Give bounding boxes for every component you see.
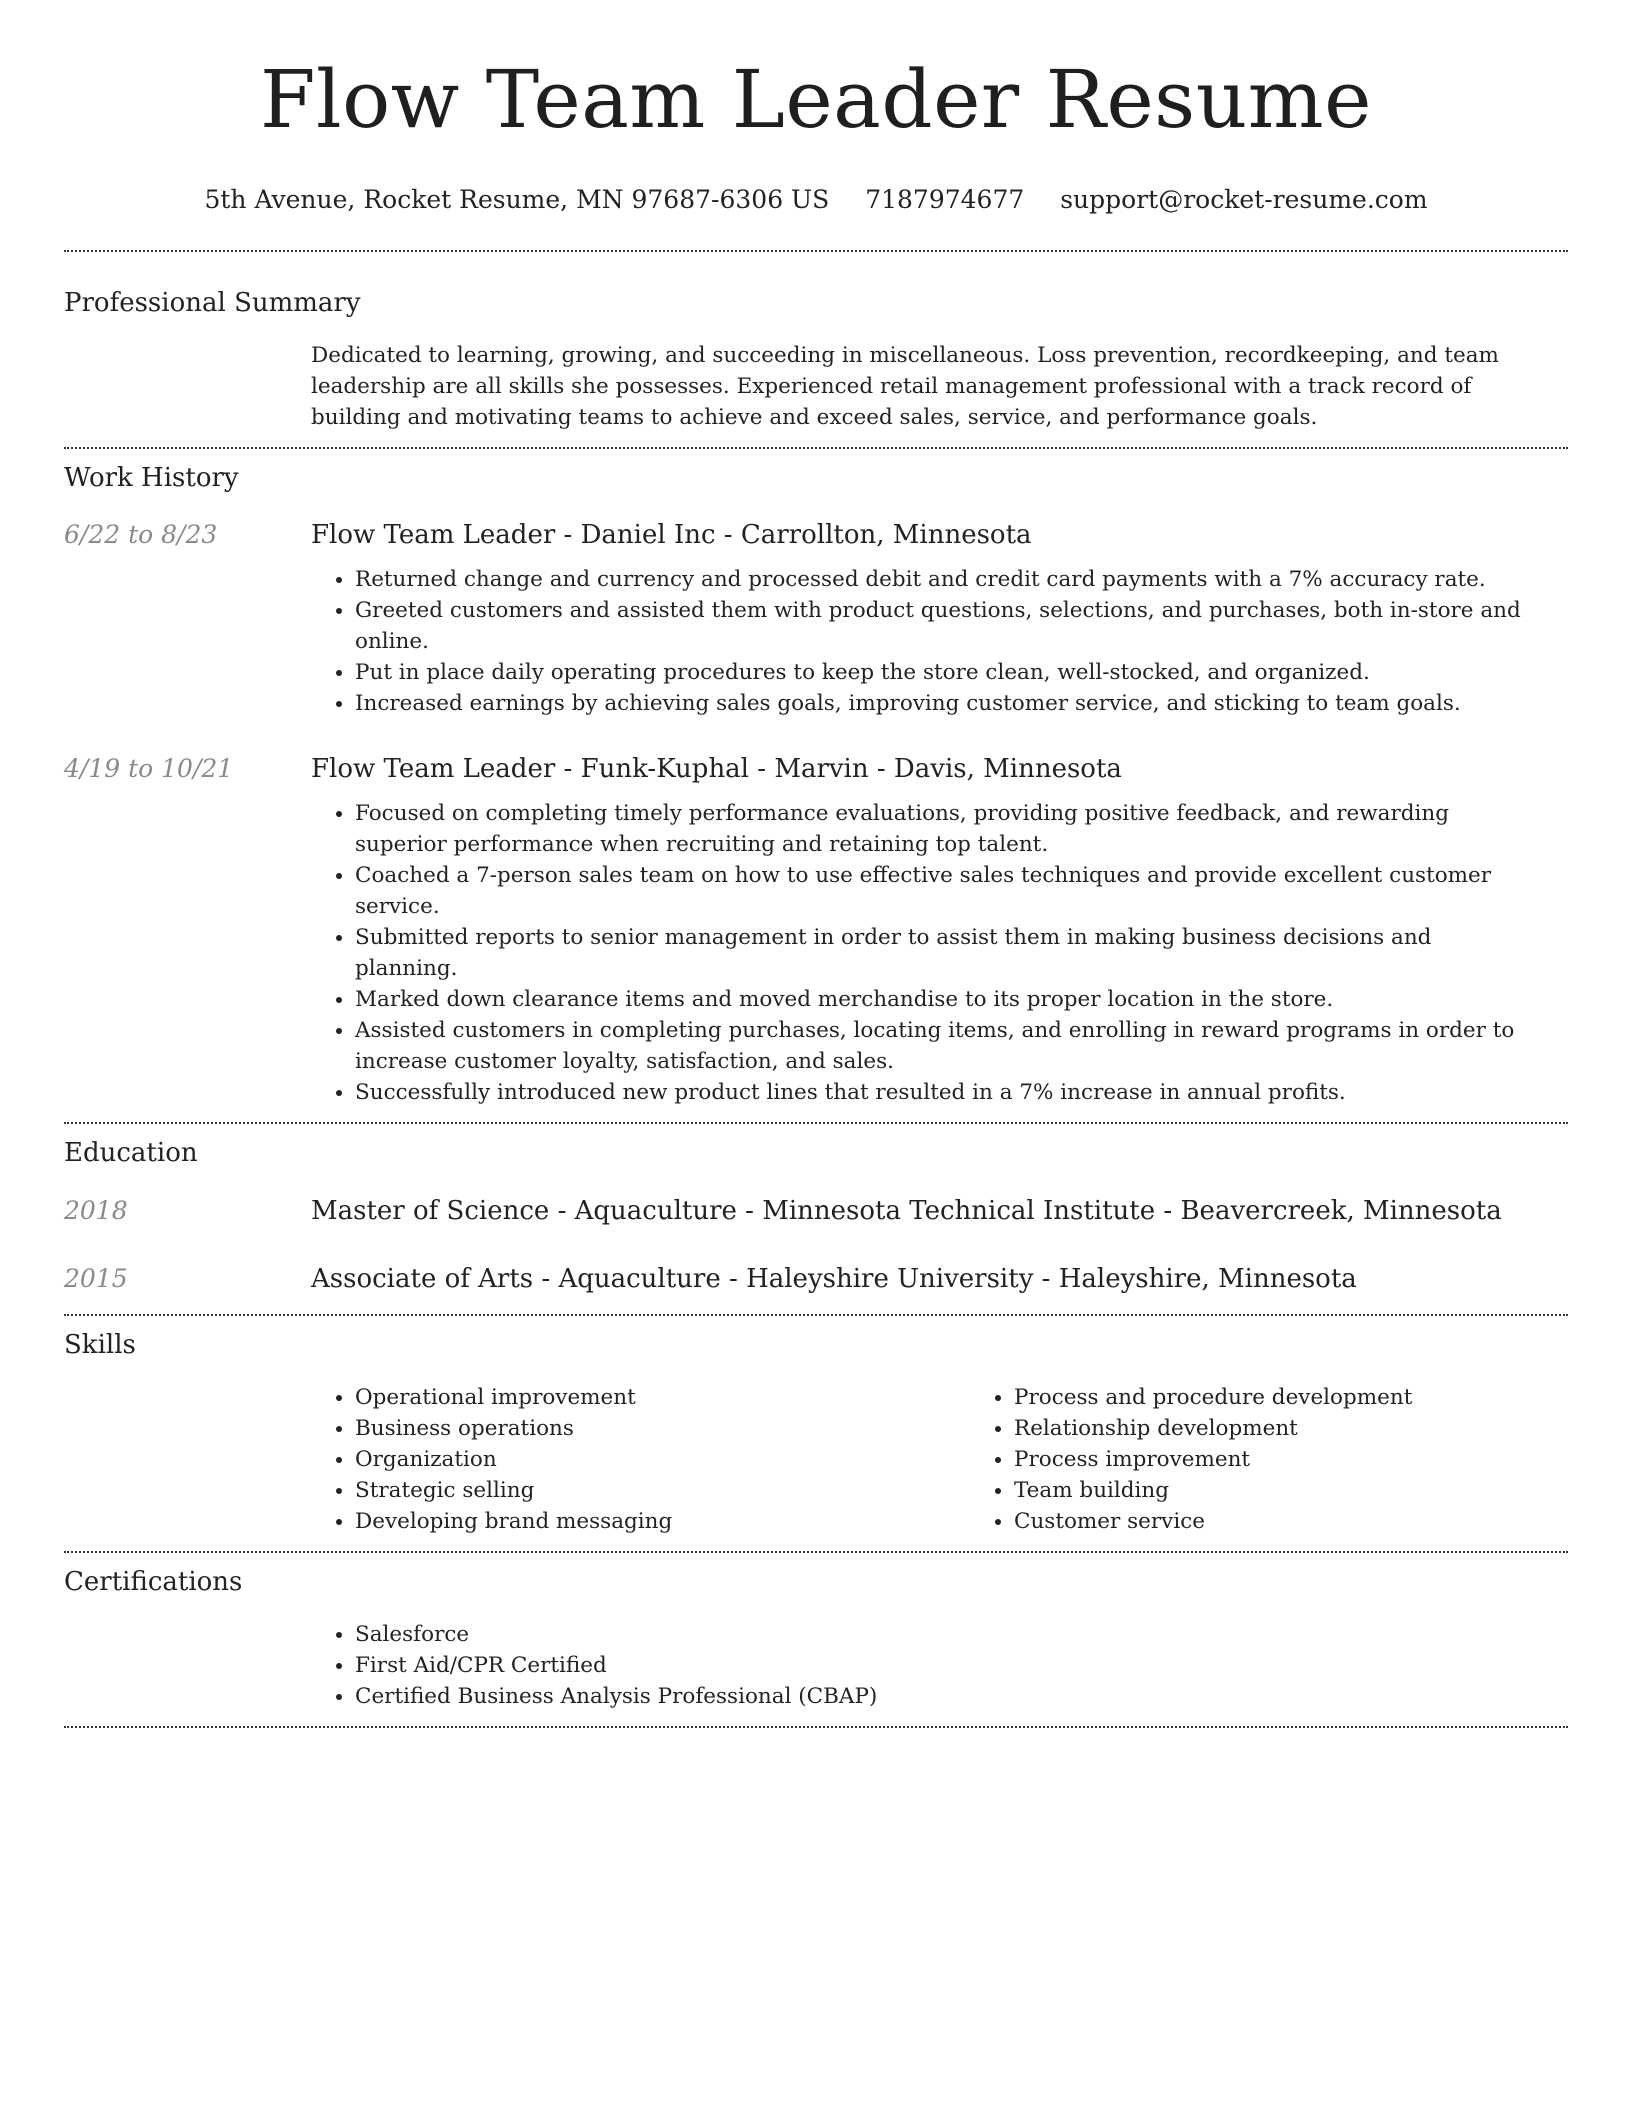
- summary-text: Dedicated to learning, growing, and succeeding in miscellaneous. Loss prevention, recordkeeping, and team leadership are all skills she possesses. Experienced retail management professional with a track record of building and motivating teams to achieve and exceed sales, service, and performance goals.: [311, 343, 1499, 430]
- list-item: • Developing brand messaging: [355, 1506, 970, 1537]
- certifications-list: [311, 1619, 1568, 1712]
- section-title-education: Education: [64, 1138, 198, 1168]
- summary-section: [64, 252, 1568, 433]
- education-section: [64, 1124, 1568, 1296]
- section-title-work: Work History: [64, 463, 239, 493]
- list-item: • Increased earnings by achieving sales goals, improving customer service, and sticking to team goals.: [355, 688, 1568, 719]
- divider: [64, 1726, 1568, 1728]
- certifications-section: [64, 1553, 1568, 1712]
- job-heading: Flow Team Leader - Daniel Inc - Carrollton, Minnesota: [311, 520, 1032, 550]
- education-year: 2015: [64, 1264, 128, 1293]
- education-entry: [64, 1262, 1568, 1296]
- job-heading: Flow Team Leader - Funk-Kuphal - Marvin - Davis, Minnesota: [311, 754, 1122, 784]
- list-item: • Operational improvement: [355, 1382, 970, 1413]
- job-dates: 6/22 to 8/23: [64, 520, 218, 549]
- resume-title: Flow Team Leader Resume: [260, 53, 1372, 146]
- job-entry: [64, 752, 1568, 1108]
- education-year: 2018: [64, 1196, 128, 1225]
- list-item: • Team building: [1014, 1475, 1629, 1506]
- work-history-section: [64, 449, 1568, 1108]
- list-item: • Marked down clearance items and moved merchandise to its proper location in the store.: [355, 984, 1515, 1015]
- list-item: • Organization: [355, 1444, 970, 1475]
- list-item: • Assisted customers in completing purchases, locating items, and enrolling in reward programs in order to increase customer loyalty, satisfaction, and sales.: [355, 1015, 1515, 1077]
- job-bullets: [311, 564, 1568, 719]
- list-item: • Relationship development: [1014, 1413, 1629, 1444]
- job-bullets: [311, 798, 1515, 1108]
- section-title-skills: Skills: [64, 1330, 136, 1360]
- list-item: • Customer service: [1014, 1506, 1629, 1537]
- list-item: • Strategic selling: [355, 1475, 970, 1506]
- list-item: • Certified Business Analysis Professional (CBAP): [355, 1681, 1568, 1712]
- section-title-summary: Professional Summary: [64, 288, 361, 318]
- list-item: • Process improvement: [1014, 1444, 1629, 1475]
- skills-section: [64, 1316, 1568, 1537]
- contact-line: [64, 184, 1568, 216]
- list-item: • Coached a 7-person sales team on how to use effective sales techniques and provide excellent customer service.: [355, 860, 1515, 922]
- list-item: • Returned change and currency and processed debit and credit card payments with a 7% accuracy rate.: [355, 564, 1568, 595]
- section-title-certifications: Certifications: [64, 1567, 243, 1597]
- list-item: • Focused on completing timely performance evaluations, providing positive feedback, and rewarding superior performance when recruiting and retaining top talent.: [355, 798, 1515, 860]
- list-item: • Business operations: [355, 1413, 970, 1444]
- skills-list-left: [311, 1382, 970, 1537]
- degree-text: Master of Science - Aquaculture: [311, 1196, 737, 1226]
- email-text: support@rocket-resume.com: [1060, 185, 1428, 214]
- job-entry: [64, 518, 1568, 719]
- job-dates: 4/19 to 10/21: [64, 754, 234, 783]
- address-text: 5th Avenue, Rocket Resume, MN 97687-6306 US: [204, 185, 830, 214]
- list-item: • Successfully introduced new product lines that resulted in a 7% increase in annual profits.: [355, 1077, 1515, 1108]
- education-entry: [64, 1194, 1568, 1228]
- list-item: • Process and procedure development: [1014, 1382, 1629, 1413]
- school-text: - Haleyshire University - Haleyshire, Minnesota: [720, 1264, 1357, 1294]
- list-item: • Greeted customers and assisted them with product questions, selections, and purchases, both in-store and online.: [355, 595, 1568, 657]
- list-item: • First Aid/CPR Certified: [355, 1650, 1568, 1681]
- list-item: • Put in place daily operating procedures to keep the store clean, well-stocked, and organized.: [355, 657, 1568, 688]
- skills-list-right: [970, 1382, 1629, 1537]
- list-item: • Salesforce: [355, 1619, 1568, 1650]
- phone-text: 7187974677: [865, 185, 1025, 214]
- degree-text: Associate of Arts - Aquaculture: [311, 1264, 721, 1294]
- school-text: - Minnesota Technical Institute - Beavercreek, Minnesota: [736, 1196, 1502, 1226]
- list-item: • Submitted reports to senior management in order to assist them in making business decisions and planning.: [355, 922, 1515, 984]
